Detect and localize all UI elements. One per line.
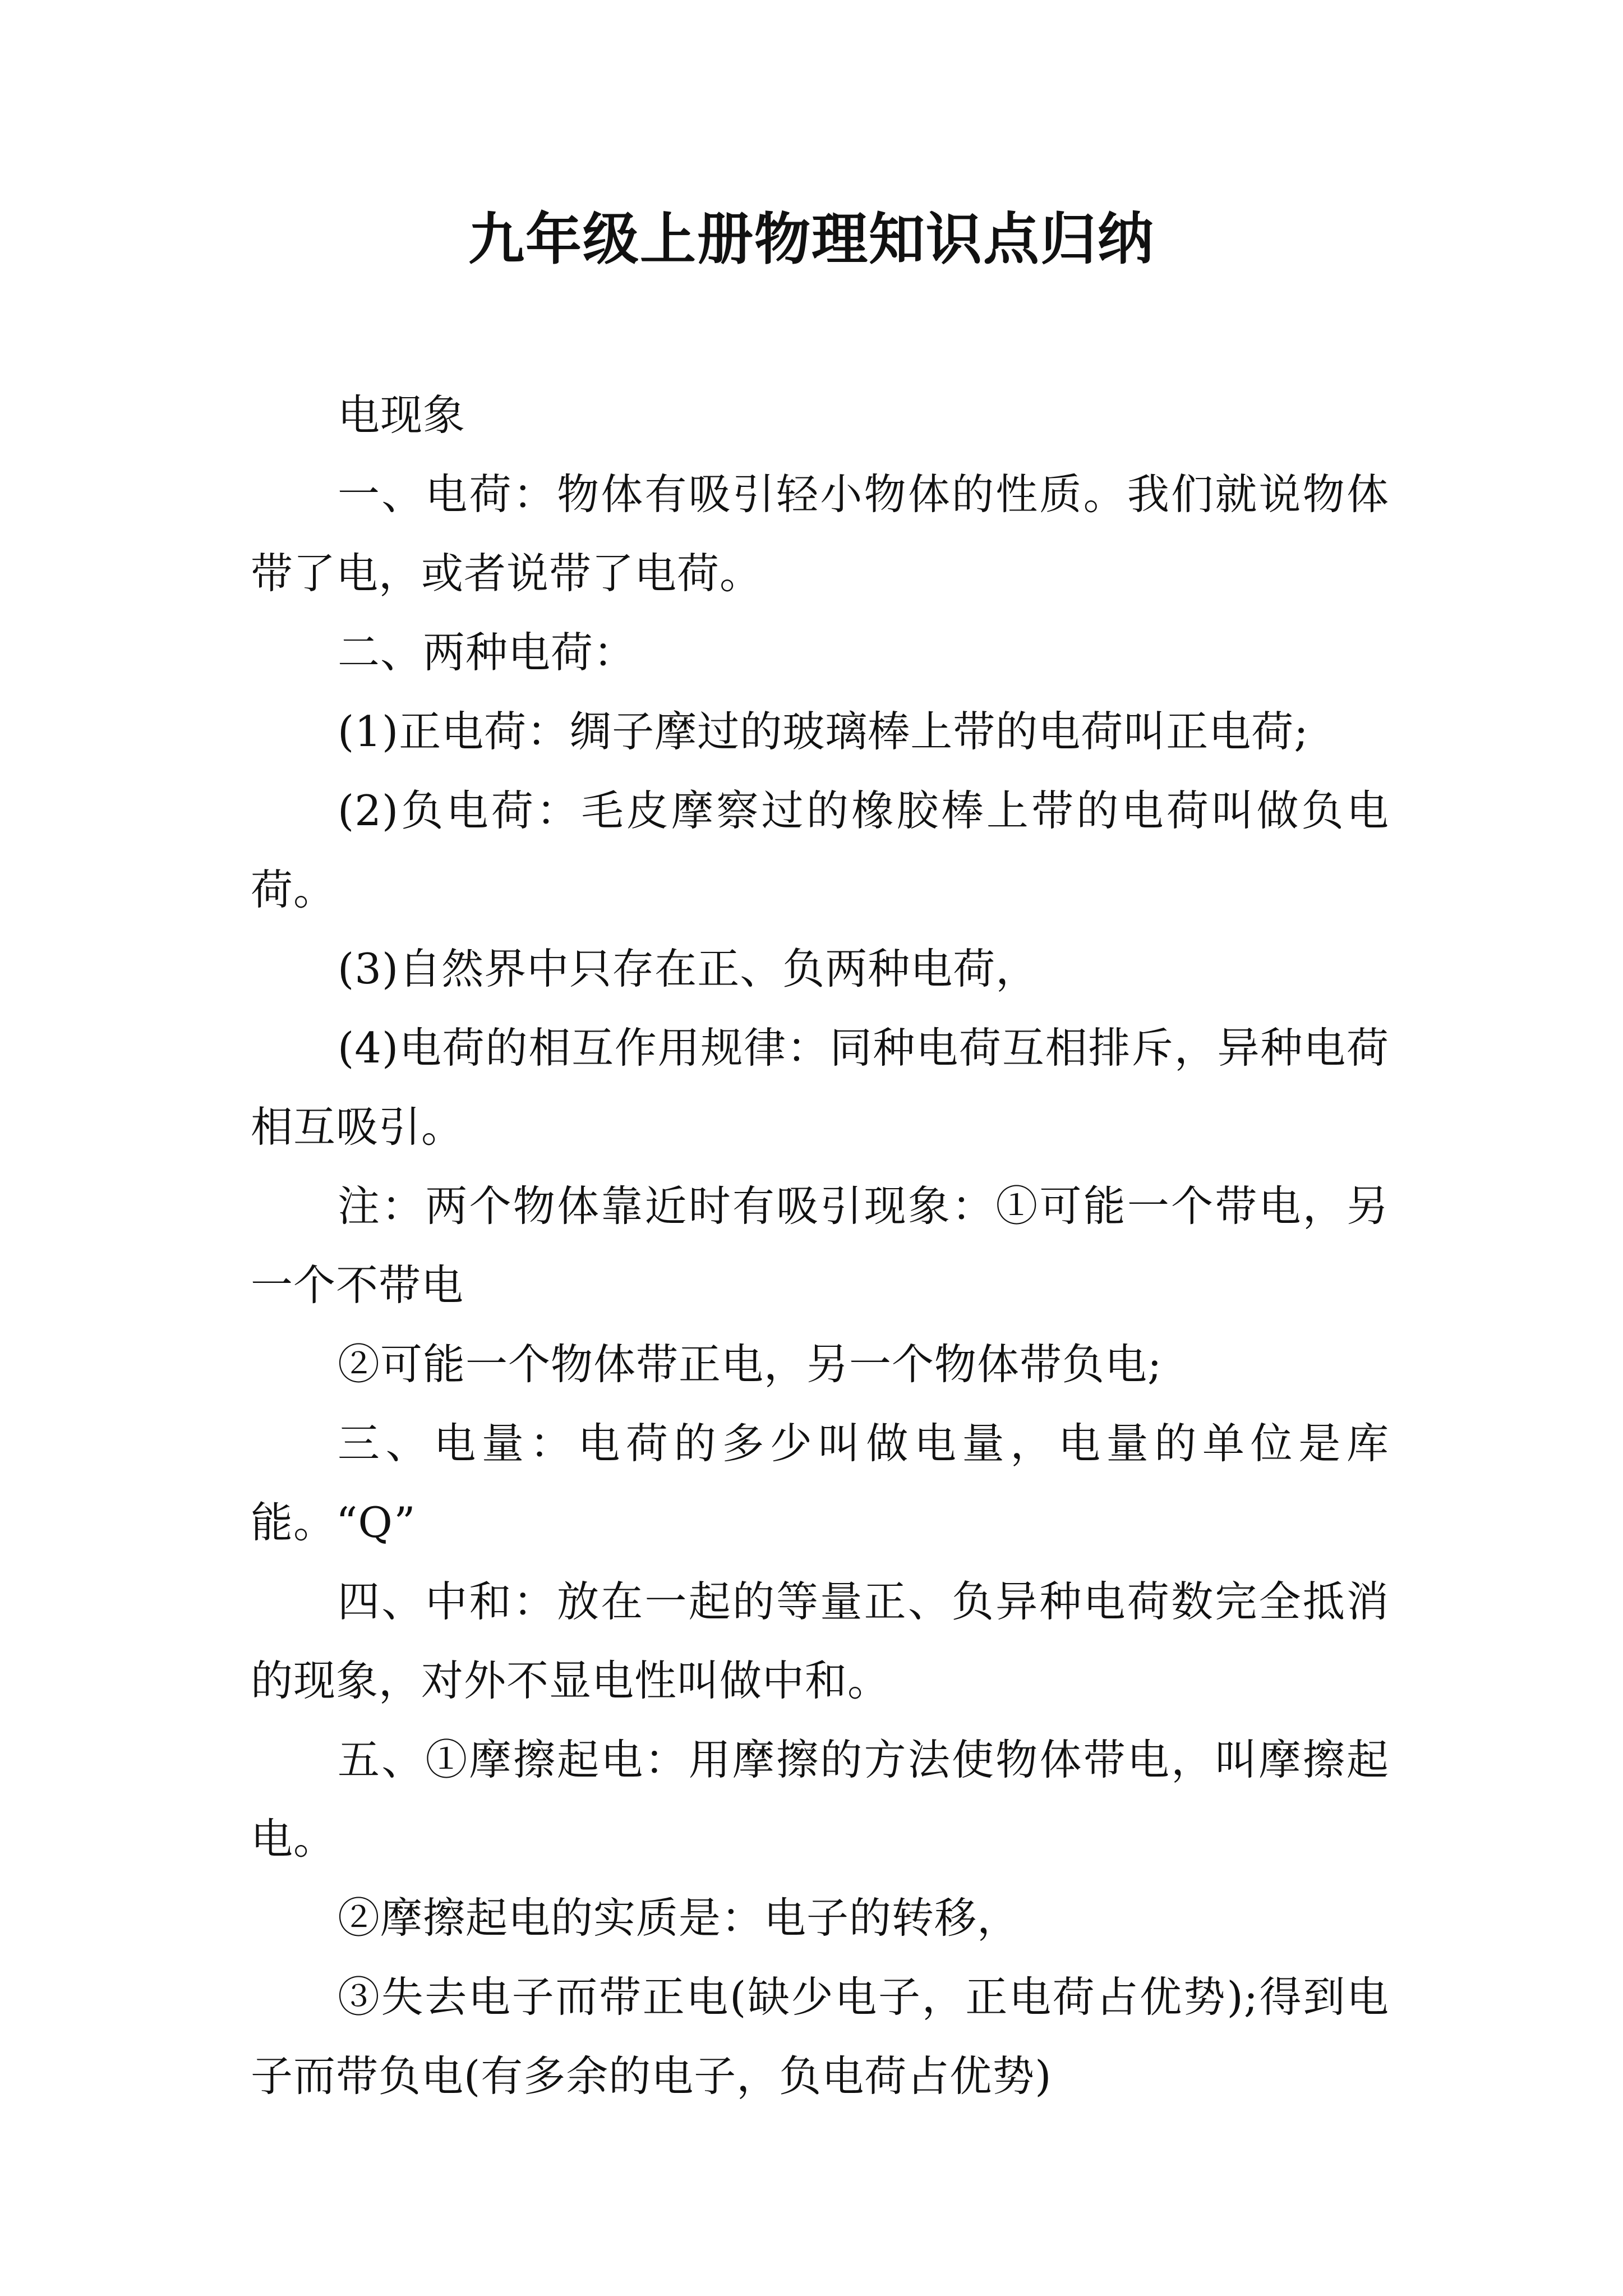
paragraph-positive-charge: (1)正电荷：绸子摩过的玻璃棒上带的电荷叫正电荷;	[338, 707, 1309, 756]
paragraph-interaction-law: (4)电荷的相互作用规律：同种电荷互相排斥，异种电荷相互吸引。	[251, 1023, 1389, 1152]
paragraph-two-kinds: (3)自然界中只存在正、负两种电荷，	[338, 944, 1039, 993]
section-heading: 电现象	[338, 390, 466, 440]
paragraph-two-charges: 二、两种电荷：	[338, 628, 637, 677]
document-title: 九年级上册物理知识点归纳	[468, 206, 1155, 272]
document-body	[251, 376, 1389, 2116]
paragraph-note: 注：两个物体靠近时有吸引现象：①可能一个带电，另一个不带电	[251, 1181, 1389, 1310]
paragraph-quantity: 三、电量：电荷的多少叫做电量，电量的单位是库能。“Q”	[251, 1419, 1389, 1547]
paragraph-note-2: ②可能一个物体带正电，另一个物体带负电;	[338, 1340, 1163, 1389]
paragraph-negative-charge: (2)负电荷：毛皮摩察过的橡胶棒上带的电荷叫做负电荷。	[251, 786, 1389, 914]
paragraph-friction-charging: 五、①摩擦起电：用摩擦的方法使物体带电，叫摩擦起电。	[251, 1735, 1389, 1864]
paragraph-gain-lose-electrons: ③失去电子而带正电(缺少电子，正电荷占优势);得到电子而带负电(有多余的电子，负电荷占优势)	[251, 1972, 1389, 2101]
paragraph-neutralization: 四、中和：放在一起的等量正、负异种电荷数完全抵消的现象，对外不显电性叫做中和。	[251, 1577, 1389, 1705]
paragraph-friction-essence: ②摩擦起电的实质是：电子的转移，	[338, 1893, 1020, 1943]
paragraph-charge-definition: 一、电荷：物体有吸引轻小物体的性质。我们就说物体带了电，或者说带了电荷。	[251, 470, 1389, 598]
